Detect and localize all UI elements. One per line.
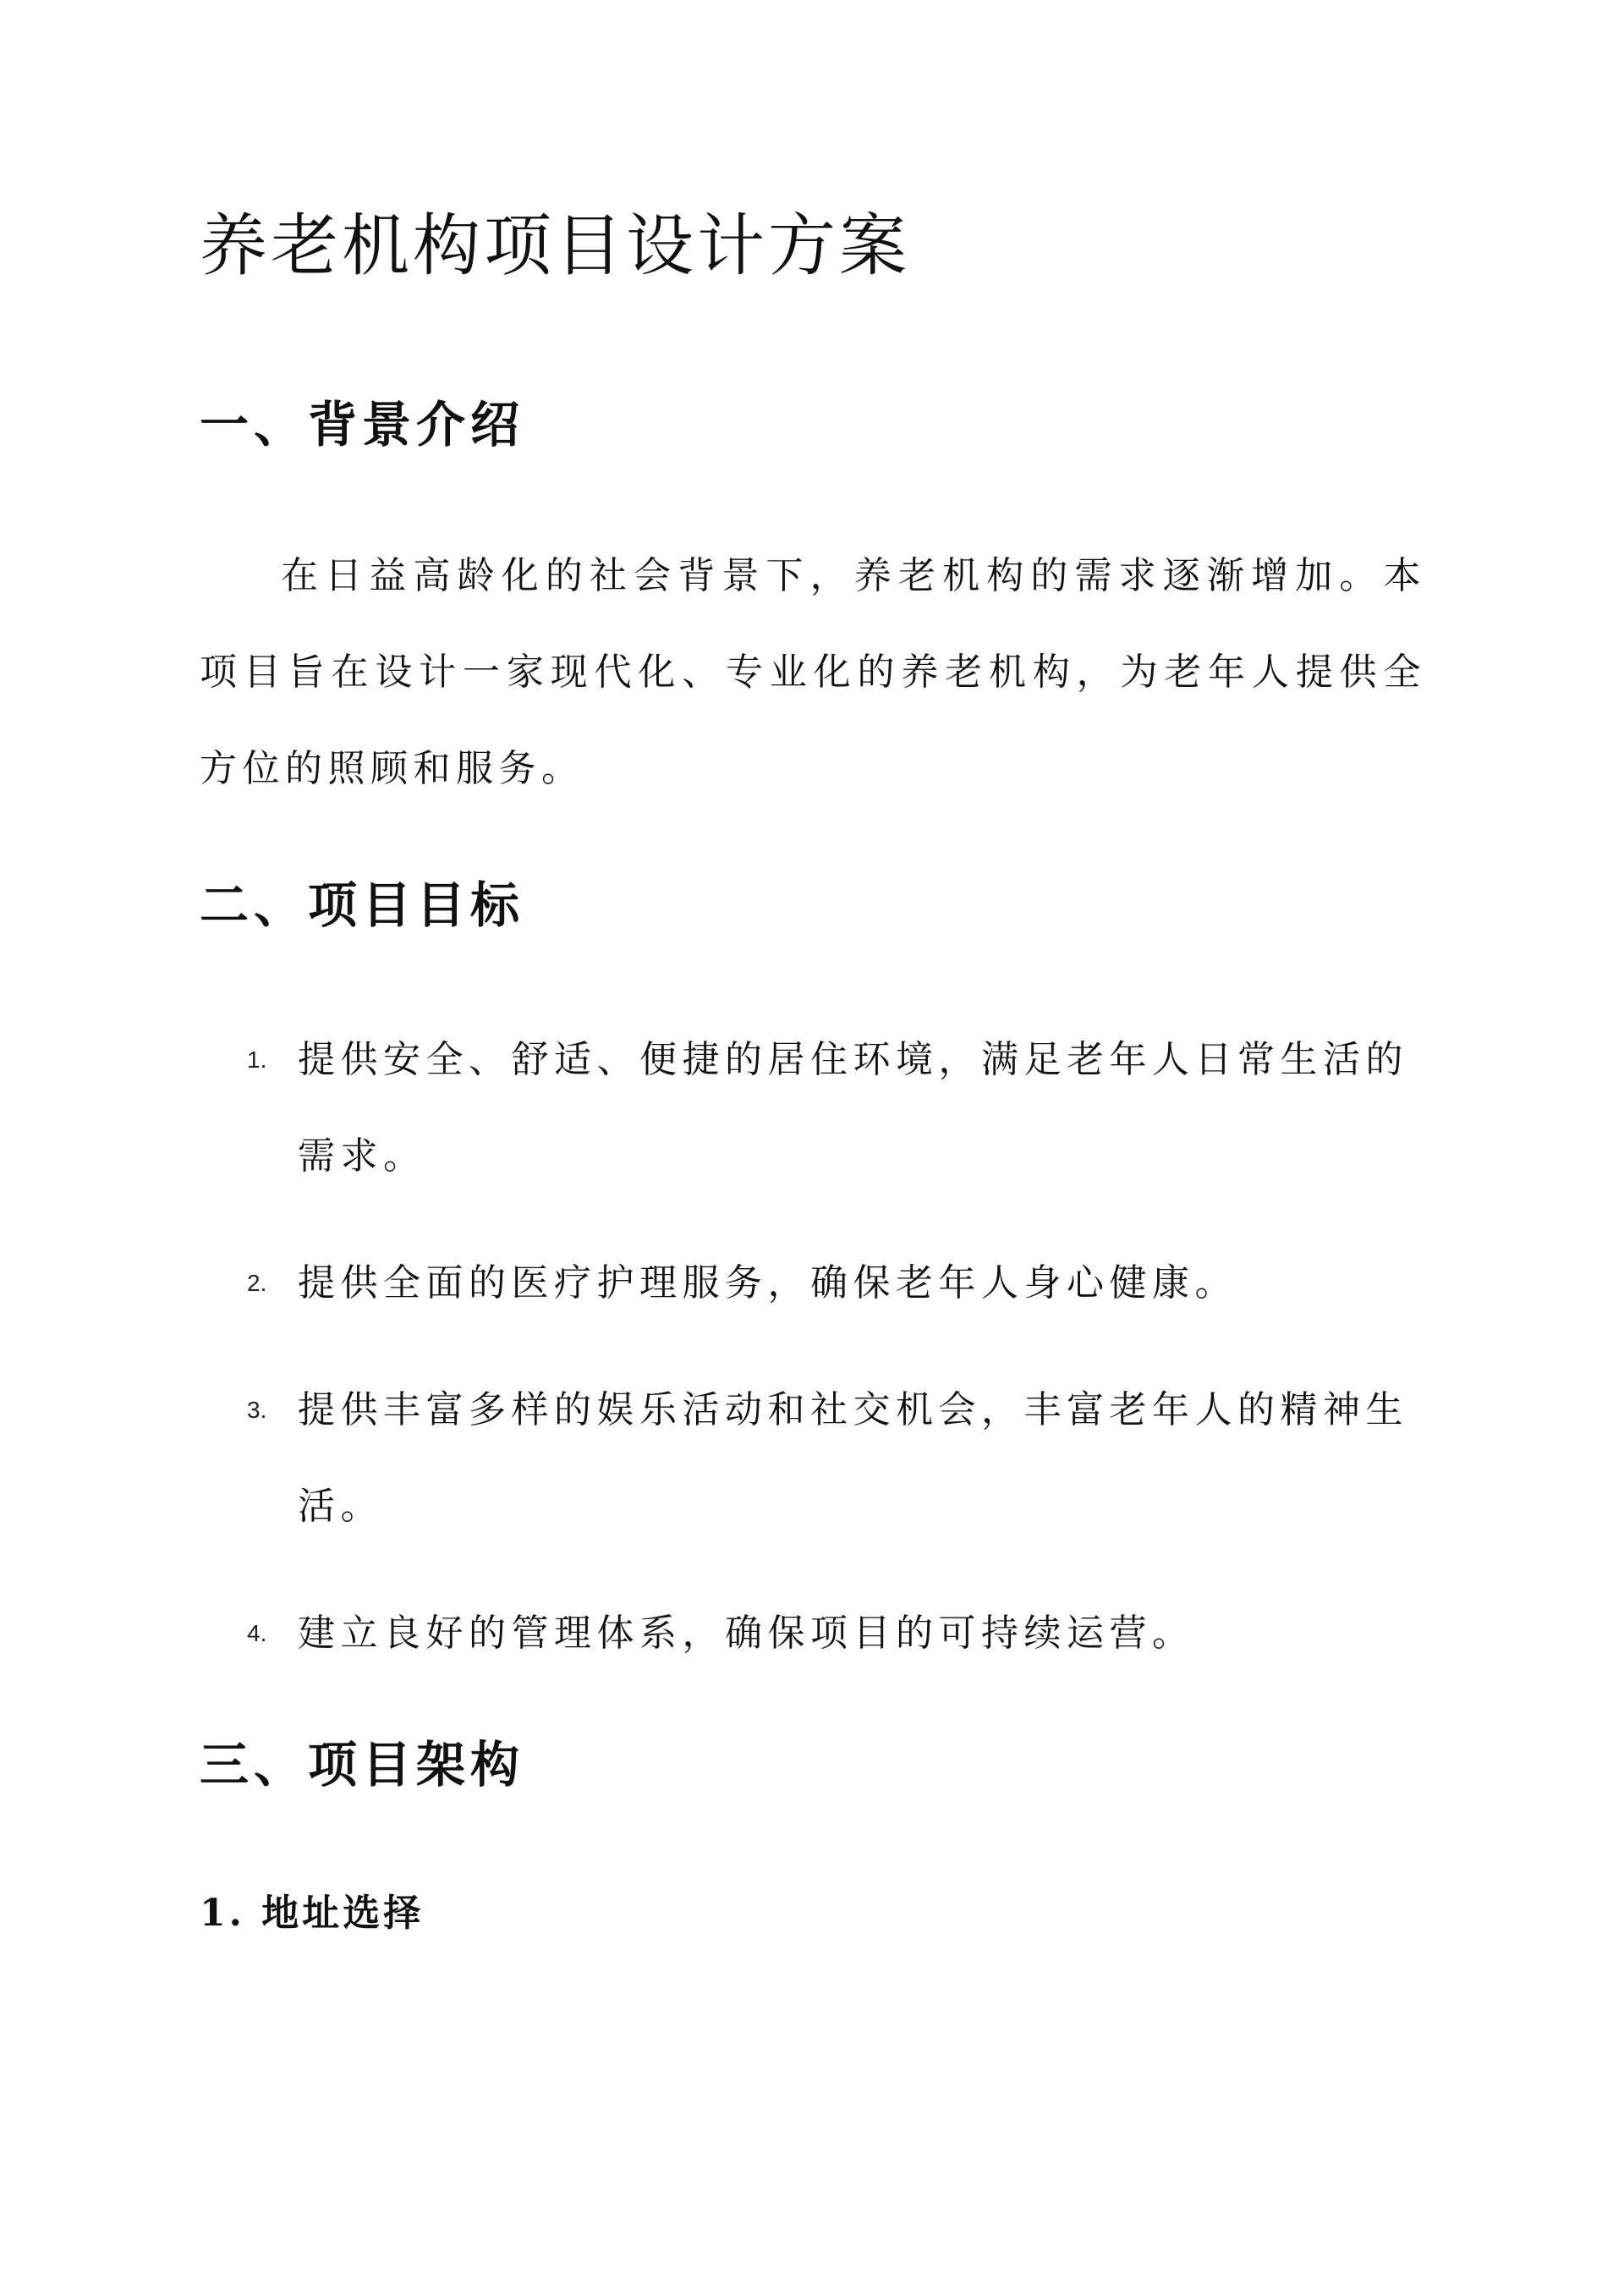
goal-number: 1. (247, 1046, 267, 1073)
goals-list (200, 1012, 1426, 1712)
document-title: 养老机构项目设计方案 (200, 206, 910, 285)
goal-item (200, 1362, 1426, 1555)
sub-heading-site-selection: 1. 地址选择 (200, 1892, 425, 1935)
section-heading-goals: 二、项目目标 (200, 876, 525, 934)
background-paragraph: 在日益高龄化的社会背景下，养老机构的需求逐渐增加。本项目旨在设计一家现代化、专业化的养老机构，为老年人提供全方位的照顾和服务。 (200, 554, 1426, 790)
goal-number: 4. (247, 1620, 267, 1646)
goal-item (200, 1585, 1426, 1682)
section-heading-architecture: 三、项目架构 (200, 1736, 525, 1793)
goal-number: 2. (247, 1270, 267, 1296)
goal-item (200, 1012, 1426, 1205)
goal-number: 3. (247, 1397, 267, 1423)
section-heading-background: 一、背景介绍 (200, 396, 525, 453)
goal-text: 建立良好的管理体系，确保项目的可持续运营。 (298, 1612, 1195, 1655)
goal-item (200, 1235, 1426, 1332)
goal-text: 提供安全、舒适、便捷的居住环境，满足老年人日常生活的需求。 (298, 1038, 1408, 1178)
goal-text: 提供丰富多样的娱乐活动和社交机会，丰富老年人的精神生活。 (298, 1388, 1408, 1528)
goal-text: 提供全面的医疗护理服务，确保老年人身心健康。 (298, 1261, 1237, 1305)
